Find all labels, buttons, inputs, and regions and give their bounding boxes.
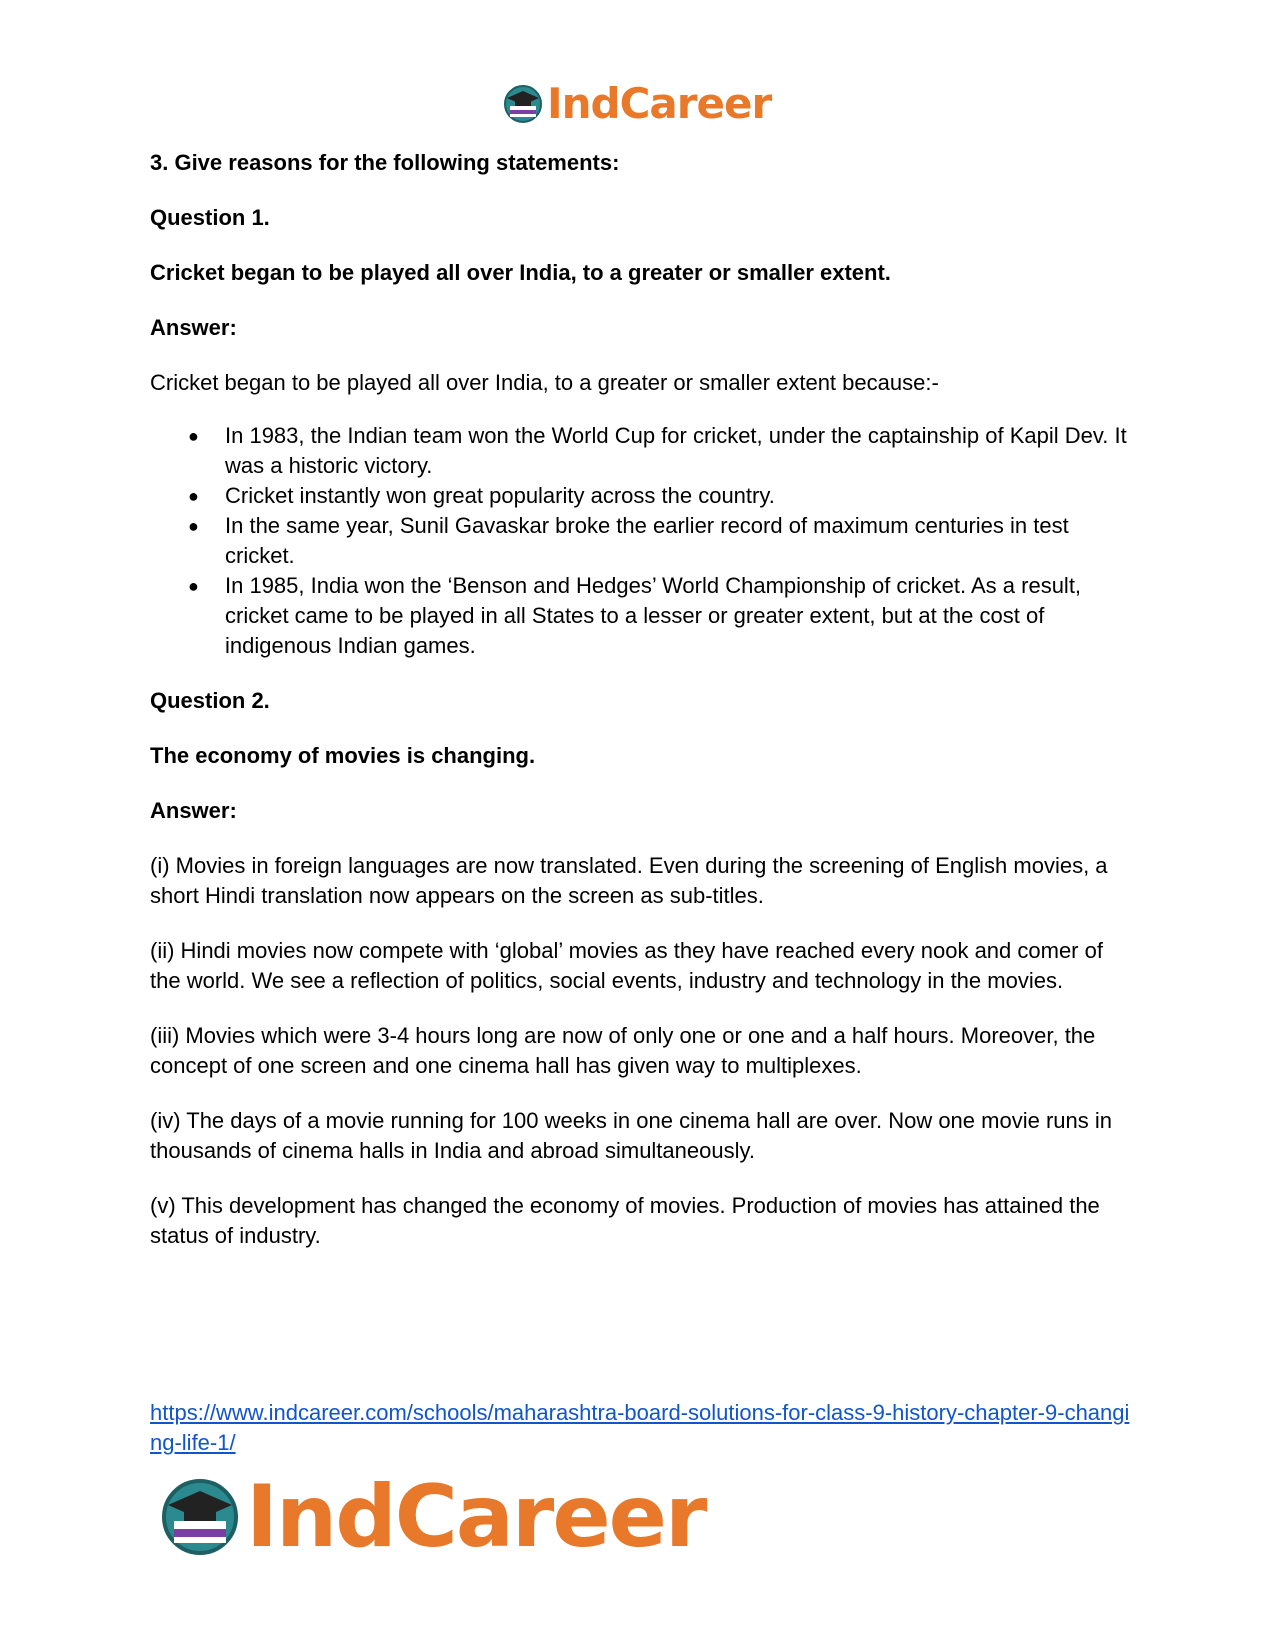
source-link[interactable]: https://www.indcareer.com/schools/maharashtra-board-solutions-for-class-9-history-chapter-9-changing-life-1/ <box>150 1400 1130 1455</box>
list-item: ● In the same year, Sunil Gavaskar broke the earlier record of maximum centuries in test cricket. <box>150 511 1130 571</box>
question-1-intro: Cricket began to be played all over India, to a greater or smaller extent because:- <box>150 370 939 395</box>
answer-paragraph: (iii) Movies which were 3-4 hours long are now of only one or one and a half hours. Moreover, the concept of one screen and one cinema hall has given way to multiplexes. <box>150 1023 1096 1078</box>
answer-paragraph: (i) Movies in foreign languages are now translated. Even during the screening of English movies, a short Hindi translation now appears on the screen as sub-titles. <box>150 853 1108 908</box>
list-item: ● In 1983, the Indian team won the World Cup for cricket, under the captainship of Kapil Dev. It was a historic victory. <box>150 421 1130 481</box>
list-item: ● Cricket instantly won great popularity across the country. <box>150 481 1130 511</box>
question-2-statement: The economy of movies is changing. <box>150 743 536 768</box>
answer-paragraph: (v) This development has changed the economy of movies. Production of movies has attained the status of industry. <box>150 1193 1100 1248</box>
answer-paragraph: (iv) The days of a movie running for 100 weeks in one cinema hall are over. Now one movie runs in thousands of cinema halls in India and abroad simultaneously. <box>150 1108 1112 1163</box>
answer-paragraph: (ii) Hindi movies now compete with ‘global’ movies as they have reached every nook and comer of the world. We see a reflection of politics, social events, industry and technology in the movies. <box>150 938 1103 993</box>
list-item: ● In 1985, India won the ‘Benson and Hedges’ World Championship of cricket. As a result, cricket came to be played in all States to a lesser or greater extent, but at the cost of indigenous Indian games. <box>150 571 1130 661</box>
brand-name: IndCareer <box>547 79 772 128</box>
question-2-answer-label: Answer: <box>150 798 237 823</box>
question-1-bullet-list <box>150 421 1130 661</box>
question-2-label: Question 2. <box>150 688 270 713</box>
graduation-cap-book-icon <box>160 1477 240 1557</box>
document-body <box>150 148 1130 1251</box>
section-heading: 3. Give reasons for the following statements: <box>150 150 620 175</box>
footer-logo <box>160 1467 706 1567</box>
question-1-statement: Cricket began to be played all over India, to a greater or smaller extent. <box>150 260 891 285</box>
question-1-label: Question 1. <box>150 205 270 230</box>
question-1-answer-label: Answer: <box>150 315 237 340</box>
header-logo <box>503 80 771 128</box>
graduation-cap-book-icon <box>503 84 543 124</box>
brand-name: IndCareer <box>246 1467 706 1567</box>
